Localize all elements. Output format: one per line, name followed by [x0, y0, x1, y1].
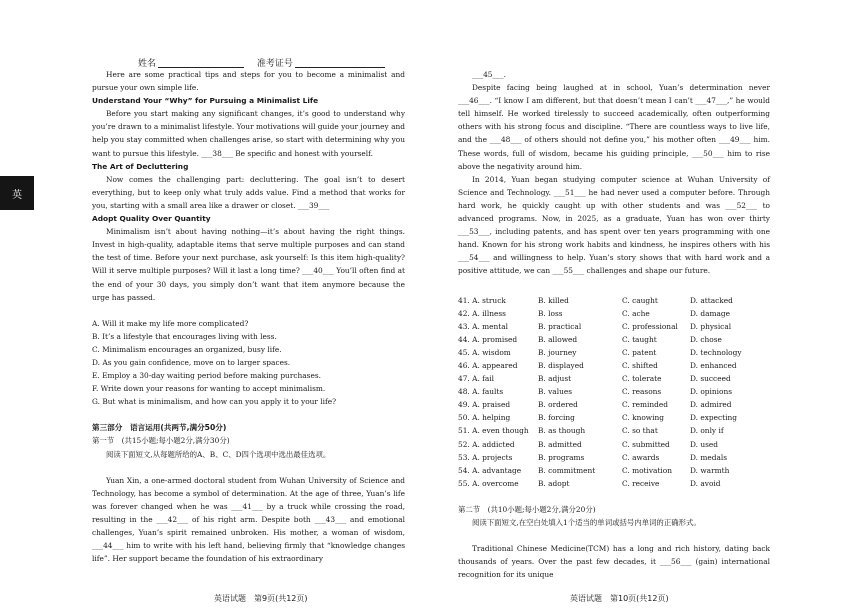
choice-option: 48. A. faults	[458, 387, 504, 397]
choice-row	[458, 477, 770, 490]
choice-option: 43. A. mental	[458, 321, 509, 331]
choice-option: B. practical	[538, 321, 582, 331]
passage-continuation: ___45___.	[472, 70, 506, 79]
choice-option: B. killed	[538, 295, 569, 305]
paragraph-declutter: Now comes the challenging part: decluttering. The goal isn’t to desert everything, but to keep only what truly adds value. Find a method that works for you, starting with a small area like a drawer or closet. ___39___	[92, 174, 405, 210]
choice-option: D. technology	[690, 347, 742, 357]
choice-option: C. reasons	[622, 387, 662, 397]
option-a: A. Will it make my life more complicated?	[92, 318, 249, 328]
section2-title: 第二节 (共10小题;每小题2分,满分20分)	[458, 504, 596, 514]
paragraph-quality: Minimalism isn’t about having nothing—it’s about having the right things. Invest in high-quality, adaptable items that serve multiple purposes and can stand the test of time. Before your next purchase, ask yourself: Is this item high-quality? Will it serve multiple purposes? Will it last a long time? ___40___ You’ll often find at the end of your 30 days, you simply don’t want that item anymore because the urge has passed.	[92, 227, 405, 302]
choice-option: B. loss	[538, 308, 563, 318]
choice-option: B. displayed	[538, 360, 584, 370]
choice-option: 45. A. wisdom	[458, 347, 511, 357]
choice-option: 44. A. promised	[458, 334, 518, 344]
section1-title: 第一节 (共15小题;每小题2分,满分30分)	[92, 436, 230, 446]
choice-option: C. professional	[622, 321, 678, 331]
choice-option: 55. A. overcome	[458, 478, 519, 488]
choice-row	[458, 411, 770, 424]
choice-row	[458, 424, 770, 437]
choice-option: D. only if	[690, 426, 724, 436]
choice-option: C. awards	[622, 452, 660, 462]
choice-option: B. allowed	[538, 334, 578, 344]
choice-option: B. programs	[538, 452, 585, 462]
choice-row	[458, 294, 770, 307]
choice-row	[458, 359, 770, 372]
choice-row	[458, 464, 770, 477]
choice-option: B. adjust	[538, 374, 572, 384]
section1-instructions: 阅读下面短文,从每题所给的A、B、C、D四个选项中选出最佳选项。	[106, 449, 331, 459]
left-column	[92, 68, 405, 565]
choice-option: C. patent	[622, 347, 657, 357]
choice-option: C. knowing	[622, 413, 664, 423]
choice-option: B. values	[538, 387, 573, 397]
choice-option: 51. A. even though	[458, 426, 529, 436]
heading-quality: Adopt Quality Over Quantity	[92, 214, 211, 224]
choice-row	[458, 385, 770, 398]
choice-row	[458, 372, 770, 385]
intro-paragraph: Here are some practical tips and steps for you to become a minimalist and pursue your own simple life.	[92, 70, 405, 93]
choice-option: C. motivation	[622, 465, 673, 475]
choice-option: 47. A. fail	[458, 374, 495, 384]
choice-option: C. receive	[622, 478, 660, 488]
exam-no-label: 准考证号	[256, 59, 293, 69]
choice-option: B. commitment	[538, 465, 596, 475]
choice-row	[458, 451, 770, 464]
choice-option: B. adopt	[538, 478, 570, 488]
choice-option: D. succeed	[690, 374, 731, 384]
right-column	[458, 68, 770, 581]
choice-option: D. chose	[690, 334, 722, 344]
choice-option: 46. A. appeared	[458, 360, 518, 370]
choice-option: C. tolerate	[622, 374, 662, 384]
choice-option: 49. A. praised	[458, 400, 511, 410]
choice-option: D. opinions	[690, 387, 733, 397]
choice-option: D. avoid	[690, 478, 721, 488]
choice-option: C. taught	[622, 334, 657, 344]
choice-row	[458, 398, 770, 411]
footer-right: 英语试题 第10页(共12页)	[570, 594, 669, 603]
section2-instructions: 阅读下面短文,在空白处填入1个适当的单词或括号内单词的正确形式。	[472, 518, 701, 527]
choice-option: C. submitted	[622, 439, 670, 449]
choice-option: B. admitted	[538, 439, 582, 449]
choice-option: B. journey	[538, 347, 577, 357]
paragraph-why: Before you start making any significant changes, it’s good to understand why you’re drawn to a minimalist lifestyle. Your motivations will guide your journey and help you stay committed when challenges arise, so start with determining why you want to pursue this lifestyle. ___38___ Be specific and honest with yourself.	[92, 109, 405, 158]
choice-option: 53. A. projects	[458, 452, 513, 462]
choice-option: C. ache	[622, 308, 650, 318]
choice-option: D. used	[690, 439, 719, 449]
choice-option: C. shifted	[622, 360, 658, 370]
choice-option: B. ordered	[538, 400, 578, 410]
option-c: C. Minimalism encourages an organized, busy life.	[92, 344, 282, 354]
name-label: 姓名	[138, 59, 157, 69]
choice-option: D. warmth	[690, 465, 730, 475]
footer-left: 英语试题 第9页(共12页)	[214, 594, 308, 603]
choice-row	[458, 320, 770, 333]
choice-option: 50. A. helping	[458, 413, 511, 423]
choice-option: D. admired	[690, 400, 732, 410]
choice-option: B. forcing	[538, 413, 575, 423]
option-b: B. It’s a lifestyle that encourages living with less.	[92, 331, 277, 341]
passage-tcm: Traditional Chinese Medicine(TCM) has a long and rich history, dating back thousands of years. Over the past few decades, it ___56___ (gain) international recognition for its unique	[458, 544, 770, 580]
choice-option: D. damage	[690, 308, 731, 318]
choice-row	[458, 333, 770, 346]
choice-option: 41. A. struck	[458, 295, 506, 305]
paragraph-2014: In 2014, Yuan began studying computer science at Wuhan University of Science and Technology. ___51___ he had never used a computer before. Through hard work, he quickly caught up with other students and was ___52___ to advanced programs. Now, in 2025, as a graduate, Yuan has won over thirty ___53___, including patents, and has spent over ten years programming with one hand. Known for his strong work habits and kindness, he inspires others with his ___54___ and willingness to help. Yuan’s story shows that with hard work and a positive attitude, we can ___55___ challenges and shape our future.	[458, 174, 770, 276]
part3-title: 第三部分 语言运用(共两节,满分50分)	[92, 423, 227, 433]
choices-table	[458, 294, 770, 490]
option-d: D. As you gain confidence, move on to larger spaces.	[92, 357, 291, 367]
choice-row	[458, 438, 770, 451]
option-e: E. Employ a 30-day waiting period before making purchases.	[92, 371, 321, 381]
choice-option: C. reminded	[622, 400, 668, 410]
side-tab: 英	[0, 176, 34, 210]
choice-option: 54. A. advantage	[458, 465, 522, 475]
choice-row	[458, 346, 770, 359]
choice-option: C. caught	[622, 295, 658, 305]
choice-option: B. as though	[538, 426, 586, 436]
heading-declutter: The Art of Decluttering	[92, 161, 189, 171]
options-list	[92, 317, 405, 409]
option-g: G. But what is minimalism, and how can you apply it to your life?	[92, 397, 337, 407]
choice-option: D. attacked	[690, 295, 733, 305]
choice-option: D. enhanced	[690, 360, 737, 370]
paragraph-determination: Despite facing being laughed at in school, Yuan’s determination never ___46___. “I know I am different, but that doesn’t mean I can’t ___47___,” he would tell himself. He worked tirelessly to succeed academically, often outperforming others with his strong focus and discipline. “There are countless ways to live life, and the ___48___ of others should not define you,” his mother often ___49___ him. These words, full of wisdom, became his guiding principle, ___50___ him to rise above the negativity around him.	[458, 83, 770, 171]
choice-option: D. expecting	[690, 413, 737, 423]
heading-why: Understand Your “Why” for Pursuing a Minimalist Life	[92, 96, 319, 106]
choice-option: 52. A. addicted	[458, 439, 515, 449]
choice-option: 42. A. illness	[458, 308, 506, 318]
choice-row	[458, 307, 770, 320]
choice-option: C. so that	[622, 426, 658, 436]
choice-option: D. medals	[690, 452, 728, 462]
choice-option: D. physical	[690, 321, 732, 331]
passage-yuan: Yuan Xin, a one-armed doctoral student from Wuhan University of Science and Technology, has become a symbol of determination. At the age of three, Yuan’s life was forever changed when he was ___41___ by a truck while crossing the road, resulting in the ___42___ of his right arm. Despite both ___43___ and emotional challenges, Yuan’s spirit remained unbroken. His mother, a woman of wisdom, ___44___ him to write with his left hand, believing firmly that “knowledge changes life”. Her support became the foundation of his extraordinary	[92, 475, 405, 564]
option-f: F. Write down your reasons for wanting to accept minimalism.	[92, 384, 326, 394]
